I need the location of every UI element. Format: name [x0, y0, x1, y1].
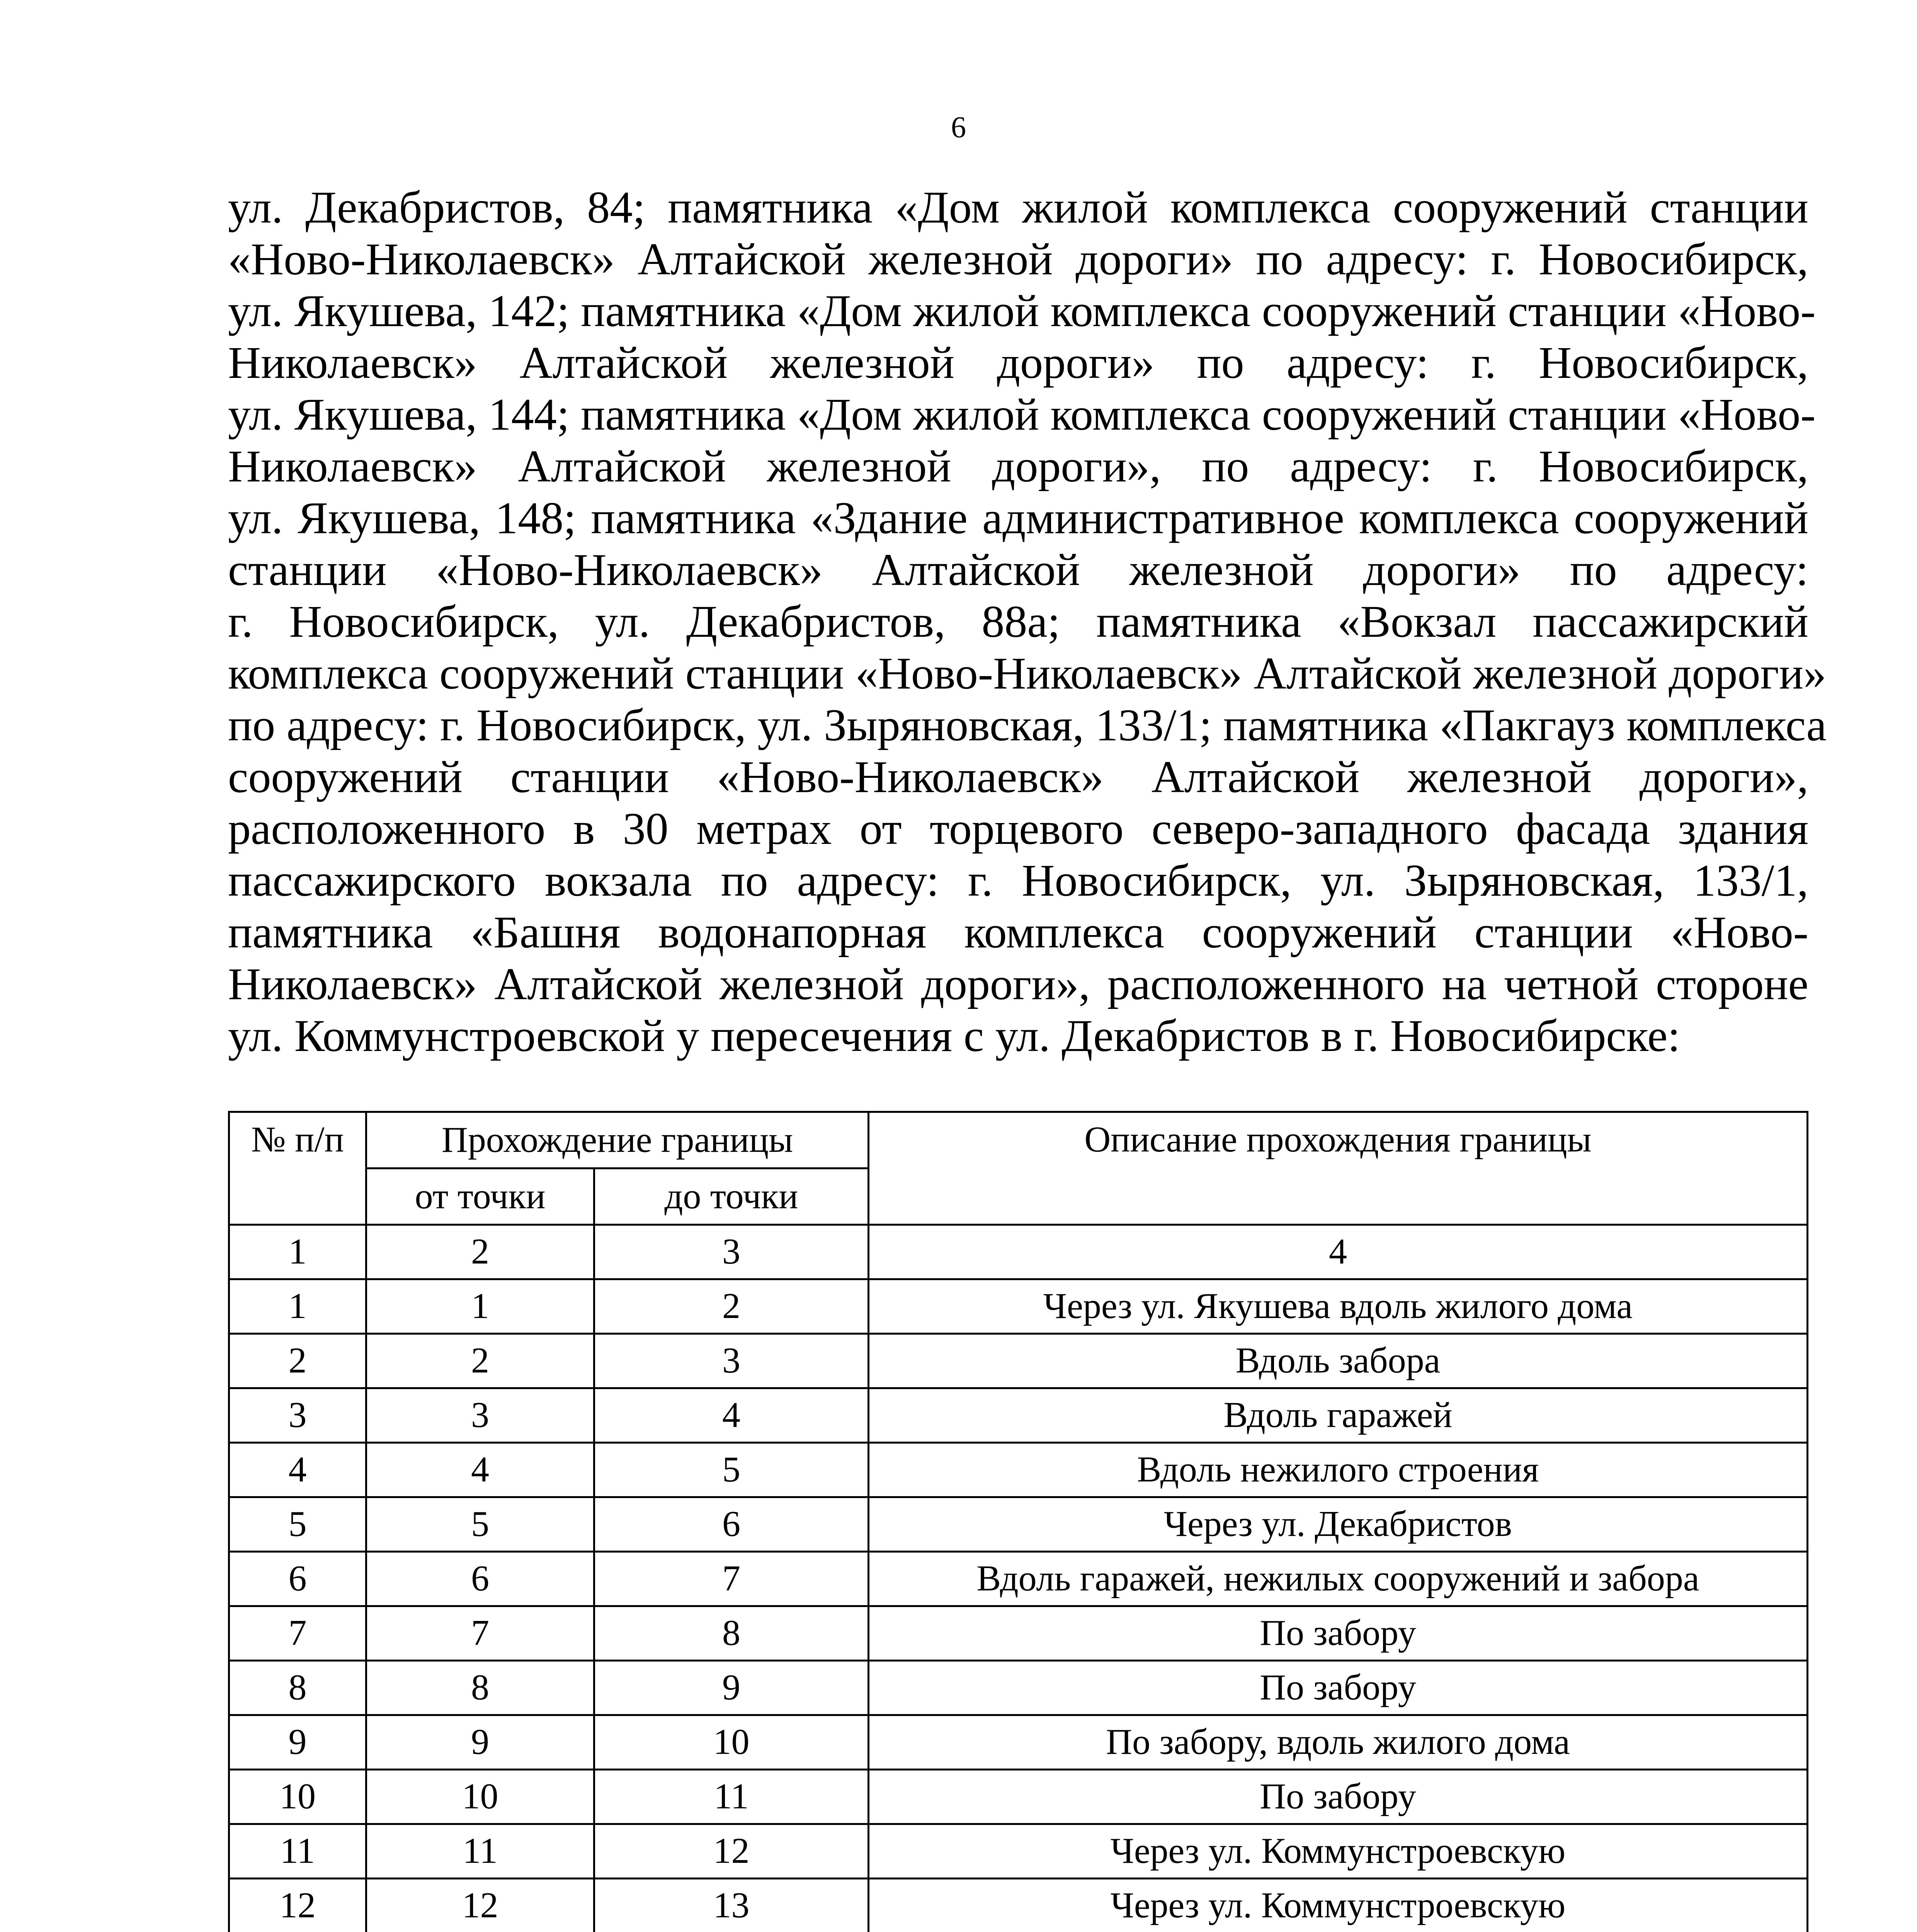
paragraph-line: Николаевск» Алтайской железной дороги», по адресу: г. Новосибирск, — [228, 441, 1808, 492]
header-passage: Прохождение границы — [366, 1112, 869, 1168]
from-point-cell: 3 — [366, 1388, 594, 1443]
paragraph-line: ул. Декабристов, 84; памятника «Дом жилой комплекса сооружений станции — [228, 182, 1808, 233]
paragraph-line: Николаевск» Алтайской железной дороги» по адресу: г. Новосибирск, — [228, 337, 1808, 388]
table-row — [229, 1770, 1808, 1824]
description-cell: Через ул. Коммунстроевскую — [869, 1824, 1808, 1879]
paragraph-line: комплекса сооружений станции «Ново-Николаевск» Алтайской железной дороги» — [228, 648, 1827, 699]
paragraph-line: сооружений станции «Ново-Николаевск» Алтайской железной дороги», — [228, 752, 1808, 802]
from-point-cell: 12 — [366, 1879, 594, 1932]
to-point-cell: 13 — [594, 1879, 869, 1932]
from-point-cell: 1 — [366, 1279, 594, 1334]
from-point-cell: 2 — [366, 1334, 594, 1388]
column-number: 3 — [594, 1225, 869, 1279]
body-paragraph — [228, 182, 1827, 1062]
to-point-cell: 10 — [594, 1715, 869, 1770]
paragraph-line: ул. Якушева, 148; памятника «Здание административное комплекса сооружений — [228, 493, 1808, 543]
column-number: 2 — [366, 1225, 594, 1279]
paragraph-line: ул. Якушева, 144; памятника «Дом жилой комплекса сооружений станции «Ново- — [228, 389, 1816, 440]
description-cell: Вдоль гаражей, нежилых сооружений и забора — [869, 1552, 1808, 1606]
table-row — [229, 1824, 1808, 1879]
row-number-cell: 2 — [229, 1334, 366, 1388]
paragraph-line: станции «Ново-Николаевск» Алтайской железной дороги» по адресу: — [228, 544, 1808, 595]
paragraph-line: пассажирского вокзала по адресу: г. Новосибирск, ул. Зыряновская, 133/1, — [228, 855, 1808, 906]
to-point-cell: 9 — [594, 1661, 869, 1715]
description-cell: По забору, вдоль жилого дома — [869, 1715, 1808, 1770]
row-number-cell: 12 — [229, 1879, 366, 1932]
from-point-cell: 10 — [366, 1770, 594, 1824]
header-to-point: до точки — [594, 1168, 869, 1225]
paragraph-line: по адресу: г. Новосибирск, ул. Зыряновская, 133/1; памятника «Пакгауз комплекса — [228, 700, 1827, 750]
column-number: 1 — [229, 1225, 366, 1279]
from-point-cell: 6 — [366, 1552, 594, 1606]
table-row — [229, 1879, 1808, 1932]
table-row — [229, 1279, 1808, 1334]
row-number-cell: 11 — [229, 1824, 366, 1879]
page-number: 6 — [951, 110, 966, 144]
description-cell: Вдоль забора — [869, 1334, 1808, 1388]
to-point-cell: 5 — [594, 1443, 869, 1497]
table-row — [229, 1497, 1808, 1552]
to-point-cell: 12 — [594, 1824, 869, 1879]
paragraph-line: «Ново-Николаевск» Алтайской железной дороги» по адресу: г. Новосибирск, — [228, 234, 1808, 284]
row-number-cell: 5 — [229, 1497, 366, 1552]
to-point-cell: 6 — [594, 1497, 869, 1552]
paragraph-line: расположенного в 30 метрах от торцевого северо-западного фасада здания — [228, 803, 1808, 854]
row-number-cell: 7 — [229, 1606, 366, 1661]
from-point-cell: 8 — [366, 1661, 594, 1715]
description-cell: Вдоль нежилого строения — [869, 1443, 1808, 1497]
from-point-cell: 9 — [366, 1715, 594, 1770]
paragraph-line: Николаевск» Алтайской железной дороги», расположенного на четной стороне — [228, 959, 1808, 1009]
to-point-cell: 4 — [594, 1388, 869, 1443]
from-point-cell: 7 — [366, 1606, 594, 1661]
table-row — [229, 1334, 1808, 1388]
table-row — [229, 1661, 1808, 1715]
to-point-cell: 2 — [594, 1279, 869, 1334]
row-number-cell: 1 — [229, 1279, 366, 1334]
row-number-cell: 6 — [229, 1552, 366, 1606]
row-number-cell: 10 — [229, 1770, 366, 1824]
from-point-cell: 4 — [366, 1443, 594, 1497]
description-cell: По забору — [869, 1606, 1808, 1661]
description-cell: Через ул. Якушева вдоль жилого дома — [869, 1279, 1808, 1334]
row-number-cell: 8 — [229, 1661, 366, 1715]
header-number: № п/п — [229, 1112, 366, 1225]
from-point-cell: 11 — [366, 1824, 594, 1879]
paragraph-line: памятника «Башня водонапорная комплекса сооружений станции «Ново- — [228, 907, 1808, 957]
description-cell: Через ул. Декабристов — [869, 1497, 1808, 1552]
paragraph-line: ул. Коммунстроевской у пересечения с ул. Декабристов в г. Новосибирске: — [228, 1010, 1681, 1061]
table-row — [229, 1552, 1808, 1606]
column-number-row — [229, 1225, 1808, 1279]
description-cell: По забору — [869, 1770, 1808, 1824]
to-point-cell: 7 — [594, 1552, 869, 1606]
to-point-cell: 11 — [594, 1770, 869, 1824]
paragraph-line: г. Новосибирск, ул. Декабристов, 88а; памятника «Вокзал пассажирский — [228, 596, 1808, 647]
table-row — [229, 1715, 1808, 1770]
boundary-table — [228, 1111, 1808, 1932]
column-number: 4 — [869, 1225, 1808, 1279]
to-point-cell: 8 — [594, 1606, 869, 1661]
row-number-cell: 3 — [229, 1388, 366, 1443]
row-number-cell: 9 — [229, 1715, 366, 1770]
table-row — [229, 1606, 1808, 1661]
description-cell: Через ул. Коммунстроевскую — [869, 1879, 1808, 1932]
table-row — [229, 1443, 1808, 1497]
description-cell: Вдоль гаражей — [869, 1388, 1808, 1443]
table-row — [229, 1388, 1808, 1443]
row-number-cell: 4 — [229, 1443, 366, 1497]
description-cell: По забору — [869, 1661, 1808, 1715]
paragraph-line: ул. Якушева, 142; памятника «Дом жилой комплекса сооружений станции «Ново- — [228, 286, 1816, 336]
header-from-point: от точки — [366, 1168, 594, 1225]
from-point-cell: 5 — [366, 1497, 594, 1552]
header-description: Описание прохождения границы — [869, 1112, 1808, 1225]
to-point-cell: 3 — [594, 1334, 869, 1388]
